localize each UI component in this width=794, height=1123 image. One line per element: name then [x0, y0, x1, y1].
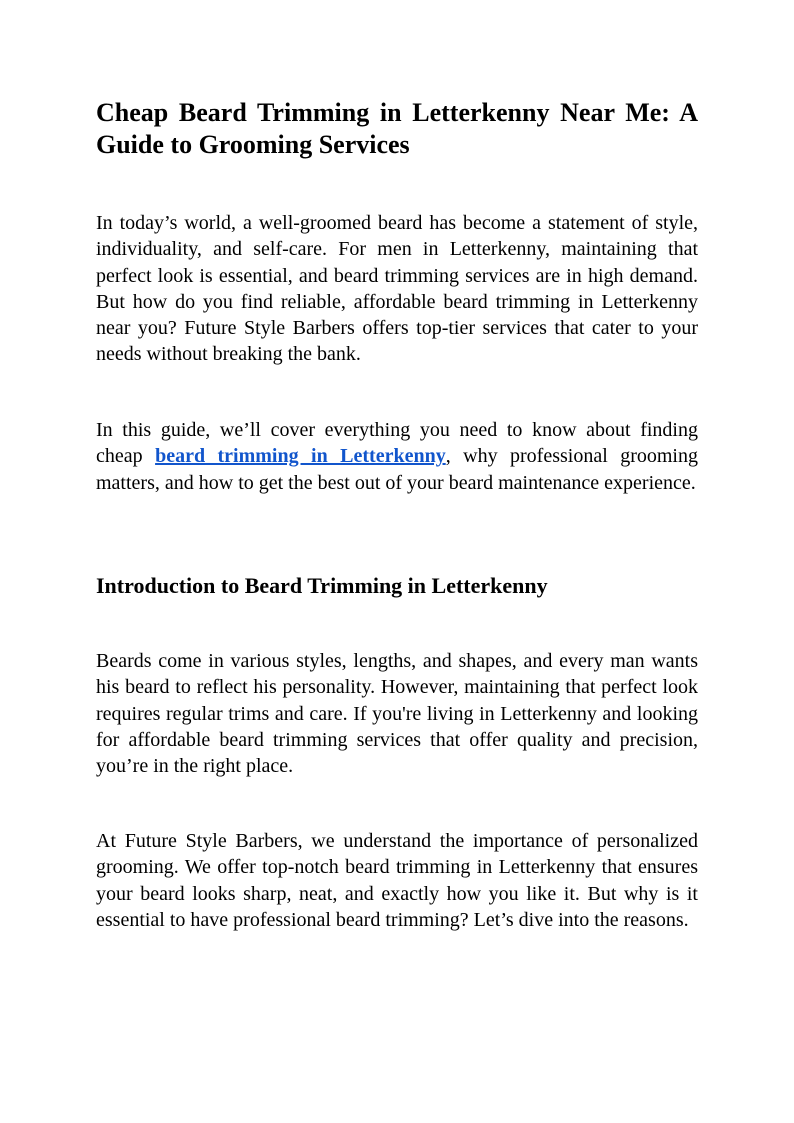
guide-paragraph-text-start: In this guide, we’ll cover everything you need to know about finding cheap [96, 419, 698, 468]
section-paragraph-2: At Future Style Barbers, we understand the importance of personalized grooming. We offer top-notch beard trimming in Letterkenny that ensures your beard looks sharp, neat, and exactly how you like it. But why is it essential to have professional beard trimming? Let’s dive into the reasons. [96, 830, 698, 931]
intro-paragraph: In today’s world, a well-groomed beard has become a statement of style, individuality, and self-care. For men in Letterkenny, maintaining that perfect look is essential, and beard trimming services are in high demand. But how do you find reliable, affordable beard trimming in Letterkenny near you? Future Style Barbers offers top-tier services that cater to your needs without breaking the bank. [96, 212, 698, 366]
guide-paragraph [96, 417, 698, 496]
section-paragraph-1: Beards come in various styles, lengths, and shapes, and every man wants his beard to reflect his personality. However, maintaining that perfect look requires regular trims and care. If you're living in Letterkenny and looking for affordable beard trimming services that offer quality and precision, you’re in the right place. [96, 650, 698, 778]
section-heading: Introduction to Beard Trimming in Letterkenny [96, 573, 548, 598]
beard-trimming-link[interactable]: beard trimming in Letterkenny [155, 445, 446, 468]
guide-paragraph-text-end: , why professional grooming matters, and how to get the best out of your beard maintenance experience. [96, 445, 698, 494]
page-title: Cheap Beard Trimming in Letterkenny Near Me: A Guide to Grooming Services [96, 98, 698, 159]
